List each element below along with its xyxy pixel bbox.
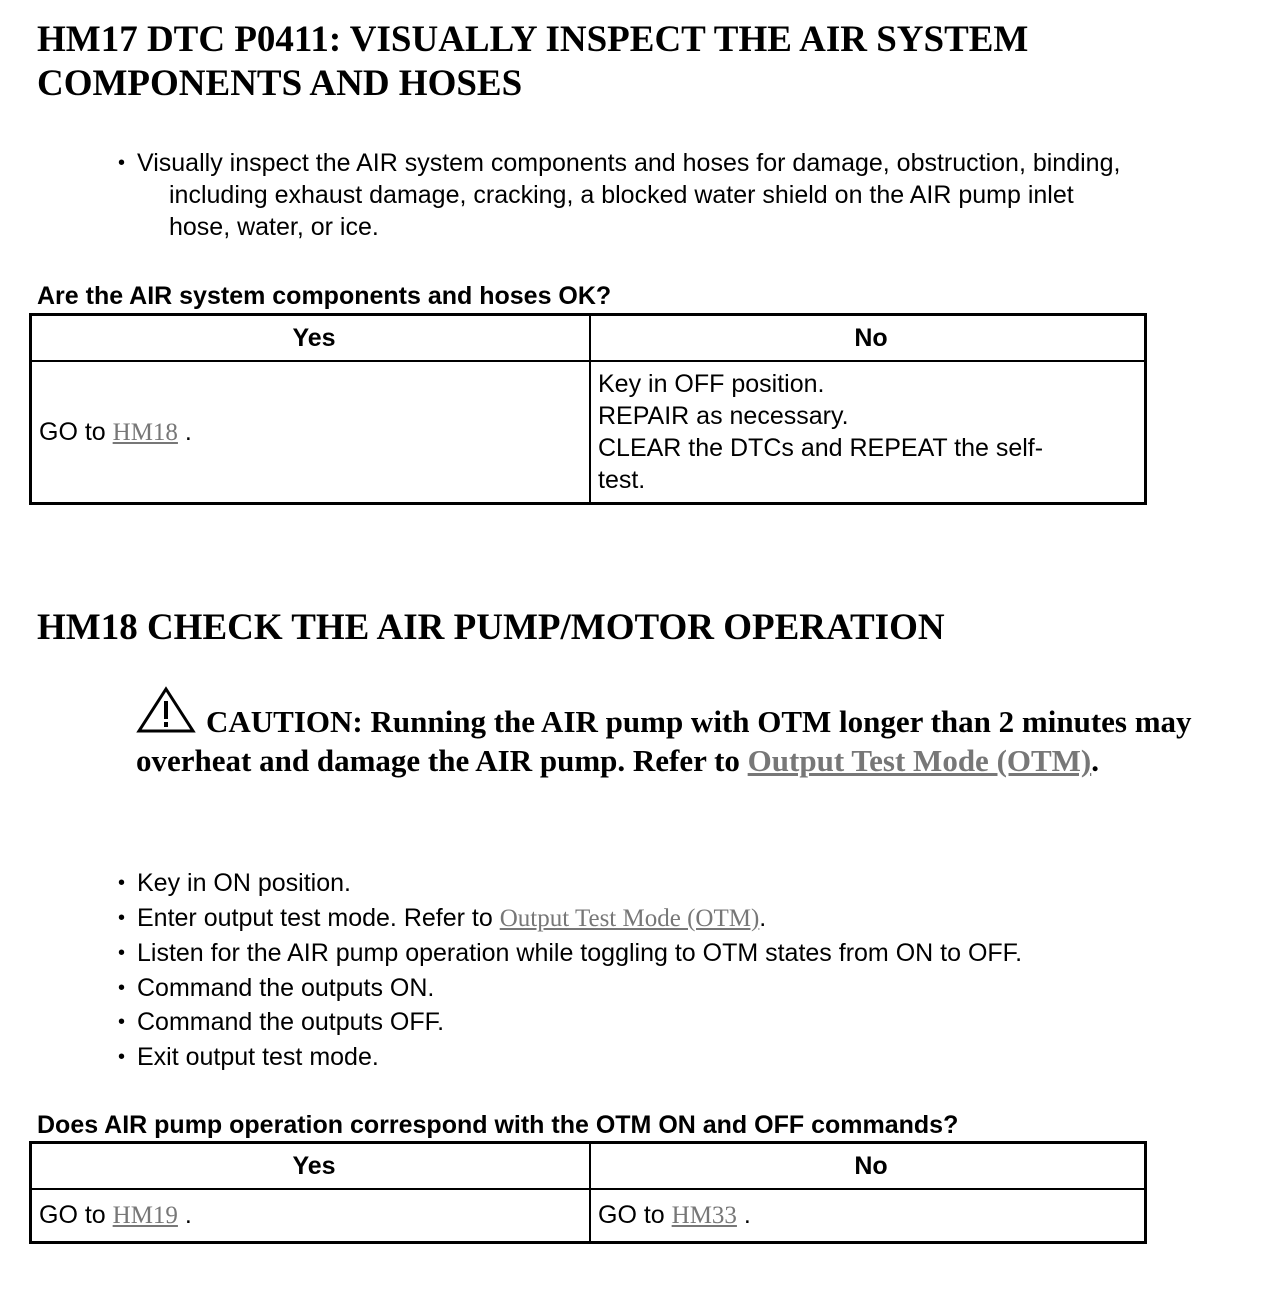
list-item: • Listen for the AIR pump operation while toggling to OTM states from ON to OFF. [118, 936, 1022, 971]
yes-header: Yes [31, 315, 591, 362]
list-item: • Visually inspect the AIR system components and hoses for damage, obstruction, binding, including exhaust damage, cracking, a blocked water shield on the AIR pump inlet hose, water, or ice. [118, 147, 1120, 243]
hm18-step-list [118, 866, 1022, 1074]
link-hm19[interactable]: HM19 [112, 1202, 178, 1229]
yes-cell: GO to HM18 . [31, 361, 591, 504]
section-title-hm18: HM18 CHECK THE AIR PUMP/MOTOR OPERATION [37, 607, 945, 648]
list-item: • Command the outputs OFF. [118, 1005, 1022, 1040]
warning-triangle-icon [136, 686, 196, 734]
no-header: No [590, 1143, 1146, 1190]
hm17-instruction-list [118, 147, 1120, 243]
title-line-2: COMPONENTS AND HOSES [37, 63, 523, 104]
title-line-1: HM17 DTC P0411: VISUALLY INSPECT THE AIR SYSTEM [37, 19, 1029, 60]
list-item: • Key in ON position. [118, 866, 1022, 901]
hm18-question: Does AIR pump operation correspond with the OTM ON and OFF commands? [37, 1111, 959, 1139]
hm18-answer-table [29, 1141, 1147, 1244]
yes-header: Yes [31, 1143, 591, 1190]
yes-cell: GO to HM19 . [31, 1189, 591, 1243]
list-item: • Enter output test mode. Refer to Output Test Mode (OTM). [118, 901, 1022, 937]
list-item: • Command the outputs ON. [118, 971, 1022, 1006]
list-item: • Exit output test mode. [118, 1040, 1022, 1075]
no-header: No [590, 315, 1146, 362]
link-hm18[interactable]: HM18 [112, 418, 178, 446]
link-hm33[interactable]: HM33 [671, 1202, 737, 1229]
link-output-test-mode[interactable]: Output Test Mode (OTM) [747, 743, 1092, 778]
hm17-question: Are the AIR system components and hoses OK? [37, 282, 612, 310]
section-title-hm17 [37, 18, 1028, 106]
caution-text: CAUTION: Running the AIR pump with OTM longer than 2 minutes may overheat and damage the AIR pump. Refer to [136, 704, 1192, 778]
link-output-test-mode[interactable]: Output Test Mode (OTM) [499, 904, 760, 932]
hm17-answer-table [29, 313, 1147, 505]
no-cell: Key in OFF position. REPAIR as necessary. CLEAR the DTCs and REPEAT the self- test. [590, 361, 1146, 504]
caution-note: CAUTION: Running the AIR pump with OTM longer than 2 minutes may overheat and damage the AIR pump. Refer to Output Test Mode (OTM). [136, 686, 1216, 780]
no-cell: GO to HM33 . [590, 1189, 1146, 1243]
